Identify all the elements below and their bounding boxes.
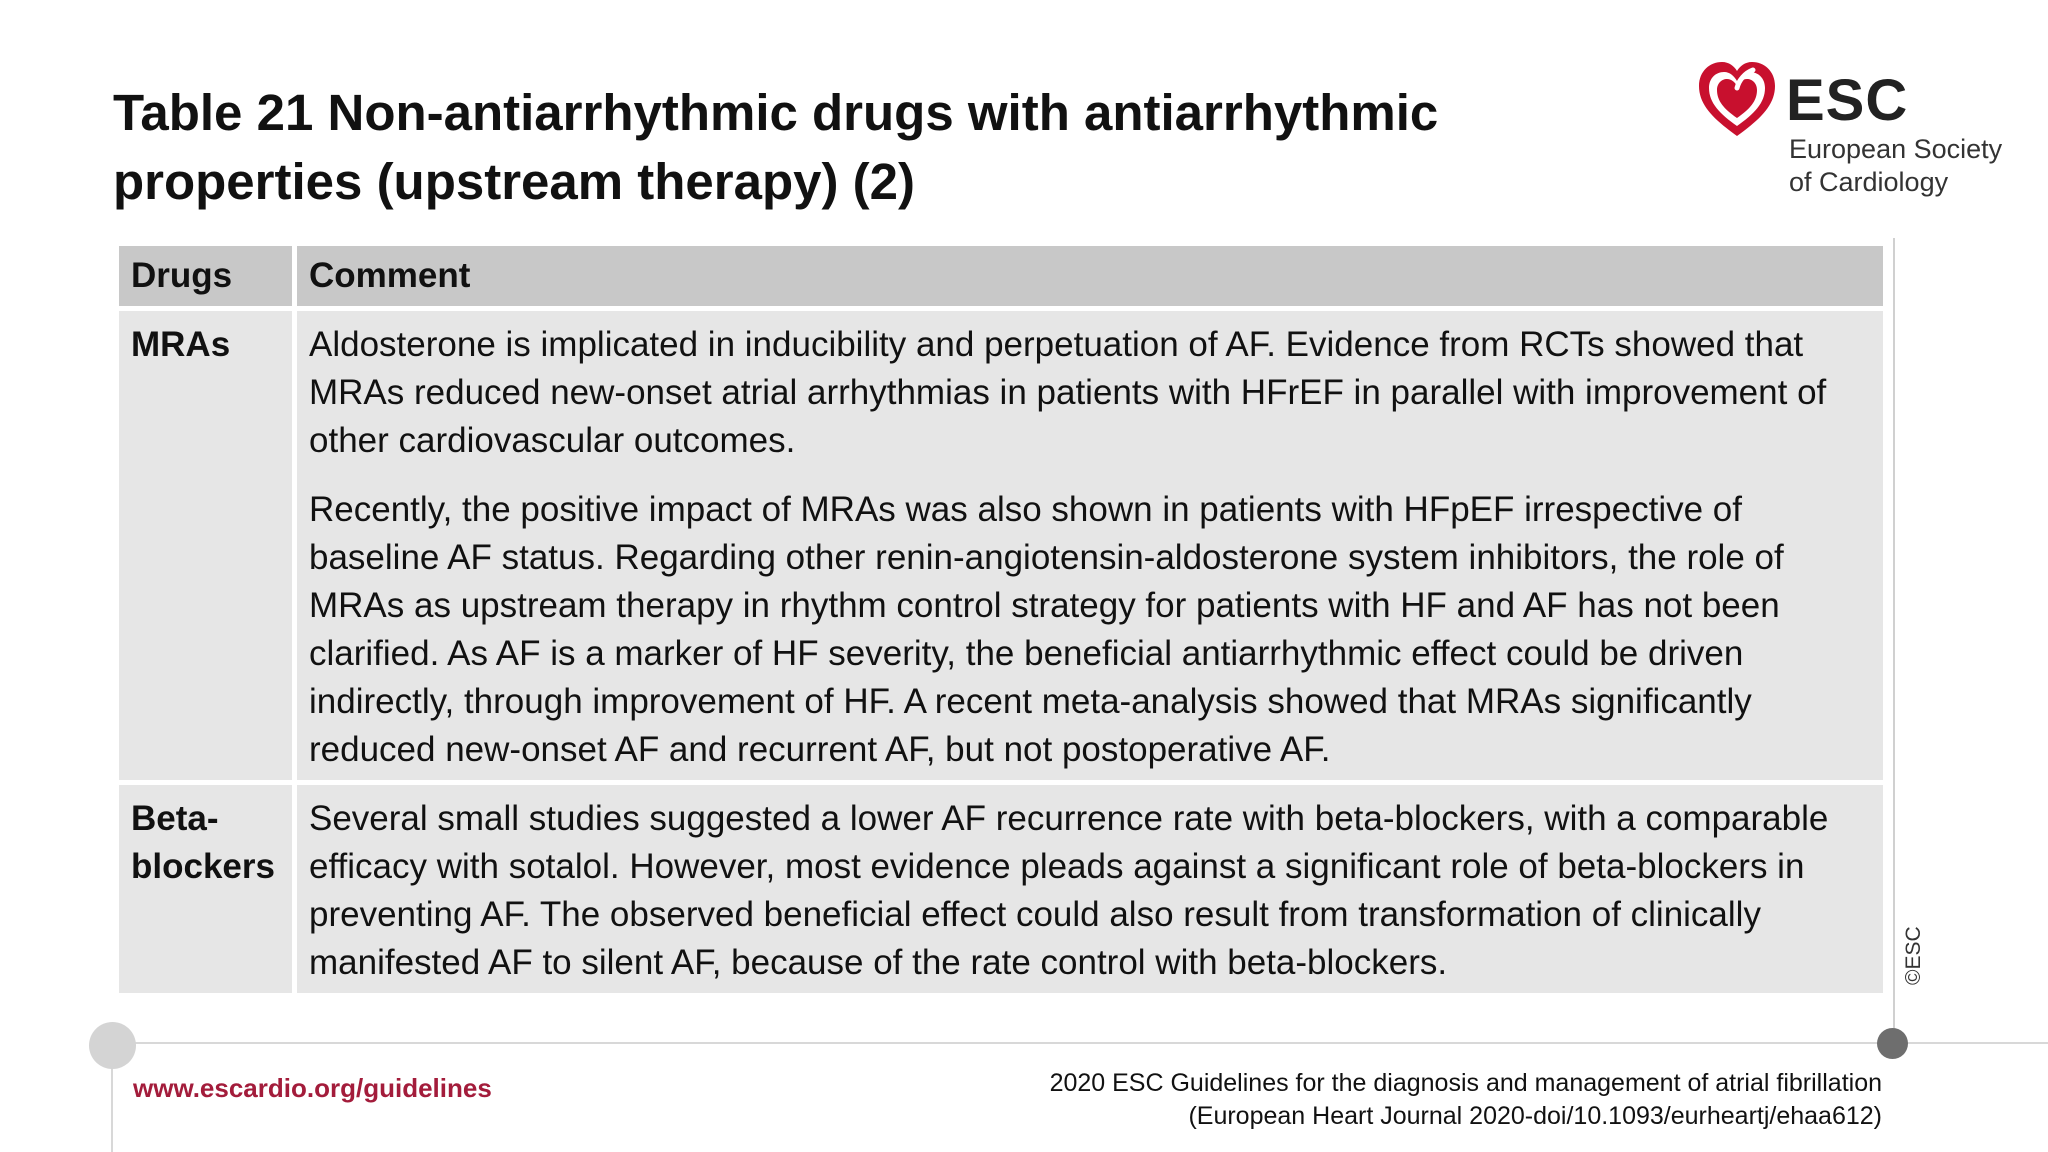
esc-logo xyxy=(1695,58,2003,198)
page-title: Table 21 Non-antiarrhythmic drugs with antiarrhythmic properties (upstream therapy) (2) xyxy=(113,84,1439,210)
logo-name-line1: European Society xyxy=(1789,134,2003,164)
table-header-row xyxy=(119,246,1883,306)
table-row xyxy=(119,311,1883,780)
heart-icon xyxy=(1695,58,1779,140)
copyright-label: ©ESC xyxy=(1902,926,1925,985)
drug-name: MRAs xyxy=(119,311,292,780)
logo-name-line2: of Cardiology xyxy=(1789,167,1949,197)
drugs-table xyxy=(114,241,1888,998)
footer-citation xyxy=(1050,1067,1882,1133)
logo-abbreviation: ESC xyxy=(1786,68,1909,133)
citation-line2: (European Heart Journal 2020-doi/10.1093/eurheartj/ehaa612) xyxy=(1188,1102,1882,1130)
comment-paragraph: Several small studies suggested a lower AF recurrence rate with beta-blockers, with a comparable efficacy with sotalol. However, most evidence pleads against a significant role of beta-blockers in preventing AF. The observed beneficial effect could also result from transformation of clinically manifested AF to silent AF, because of the rate control with beta-blockers. xyxy=(309,799,1829,982)
drug-name: Beta-blockers xyxy=(119,785,292,993)
left-circle-decoration xyxy=(89,1022,136,1069)
logo-organization-name xyxy=(1789,133,2009,199)
header-drugs: Drugs xyxy=(119,246,292,306)
header-comment: Comment xyxy=(297,246,1883,306)
table-row xyxy=(119,785,1883,993)
footer-url-link[interactable]: www.escardio.org/guidelines xyxy=(133,1073,492,1103)
footer-divider-line xyxy=(113,1042,2048,1044)
drug-comment xyxy=(297,311,1883,780)
right-circle-decoration xyxy=(1877,1028,1908,1059)
citation-line1: 2020 ESC Guidelines for the diagnosis and management of atrial fibrillation xyxy=(1049,1069,1882,1097)
comment-paragraph: Aldosterone is implicated in inducibility and perpetuation of AF. Evidence from RCTs showed that MRAs reduced new-onset atrial arrhythmias in patients with HFrEF in parallel with improvement of other cardiovascular outcomes. xyxy=(309,325,1827,460)
right-divider-line xyxy=(1893,238,1895,1036)
comment-paragraph: Recently, the positive impact of MRAs was also shown in patients with HFpEF irrespective of baseline AF status. Regarding other renin-angiotensin-aldosterone system inhibitors, the role of MRAs as upstream therapy in rhythm control strategy for patients with HF and AF has not been clarified. As AF is a marker of HF severity, the beneficial antiarrhythmic effect could be driven indirectly, through improvement of HF. A recent meta-analysis showed that MRAs significantly reduced new-onset AF and recurrent AF, but not postoperative AF. xyxy=(309,490,1784,769)
drug-comment xyxy=(297,785,1883,993)
